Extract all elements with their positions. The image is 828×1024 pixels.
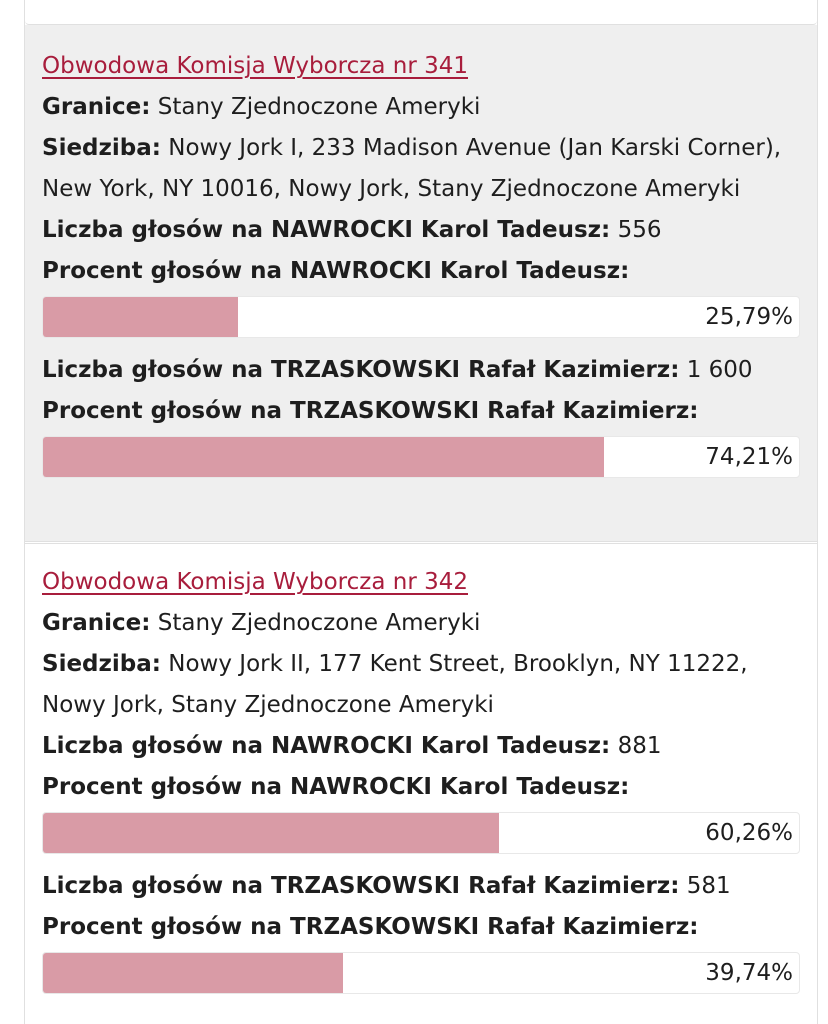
vote-count-row [42, 210, 800, 251]
granice-value: Stany Zjednoczone Ameryki [157, 610, 481, 636]
vote-percent-bar [42, 436, 800, 478]
vote-percent-bar [42, 812, 800, 854]
granice-label: Granice: [42, 94, 151, 120]
vote-count-label: Liczba głosów na NAWROCKI Karol Tadeusz: [42, 217, 611, 243]
vote-percent-label: Procent głosów na NAWROCKI Karol Tadeusz: [42, 258, 630, 284]
siedziba-row [42, 128, 800, 210]
siedziba-label: Siedziba: [42, 651, 161, 677]
vote-percent-label: Procent głosów na NAWROCKI Karol Tadeusz: [42, 774, 630, 800]
vote-percent-bar-fill [43, 813, 499, 853]
vote-percent-value: 74,21% [705, 444, 793, 470]
vote-count-value: 1 600 [686, 357, 753, 383]
siedziba-row [42, 644, 800, 726]
vote-count-value: 556 [617, 217, 662, 243]
committee-title-link[interactable]: Obwodowa Komisja Wyborcza nr 341 [42, 53, 468, 79]
vote-percent-bar [42, 952, 800, 994]
granice-value: Stany Zjednoczone Ameryki [157, 94, 481, 120]
granice-row [42, 87, 800, 128]
vote-count-row [42, 350, 800, 391]
vote-count-label: Liczba głosów na TRZASKOWSKI Rafał Kazimierz: [42, 873, 680, 899]
vote-percent-value: 60,26% [705, 820, 793, 846]
vote-percent-value: 39,74% [705, 960, 793, 986]
siedziba-label: Siedziba: [42, 135, 161, 161]
vote-percent-bar-fill [43, 437, 604, 477]
vote-percent-value: 25,79% [705, 304, 793, 330]
committee-card [25, 543, 817, 1024]
vote-percent-label: Procent głosów na TRZASKOWSKI Rafał Kazimierz: [42, 398, 699, 424]
previous-card-end [25, 0, 817, 25]
vote-percent-bar-fill [43, 297, 238, 337]
vote-count-row [42, 726, 800, 767]
vote-count-row [42, 866, 800, 907]
vote-percent-label: Procent głosów na TRZASKOWSKI Rafał Kazimierz: [42, 914, 699, 940]
siedziba-value: Nowy Jork II, 177 Kent Street, Brooklyn, NY 11222, Nowy Jork, Stany Zjednoczone Ameryki [42, 651, 748, 718]
granice-label: Granice: [42, 610, 151, 636]
vote-count-value: 581 [686, 873, 731, 899]
vote-percent-bar-fill [43, 953, 343, 993]
siedziba-value: Nowy Jork I, 233 Madison Avenue (Jan Karski Corner), New York, NY 10016, Nowy Jork, Stany Zjednoczone Ameryki [42, 135, 782, 202]
vote-percent-bar [42, 296, 800, 338]
vote-count-value: 881 [617, 733, 662, 759]
committee-title-link[interactable]: Obwodowa Komisja Wyborcza nr 342 [42, 569, 468, 595]
vote-count-label: Liczba głosów na NAWROCKI Karol Tadeusz: [42, 733, 611, 759]
granice-row [42, 603, 800, 644]
vote-count-label: Liczba głosów na TRZASKOWSKI Rafał Kazimierz: [42, 357, 680, 383]
committee-card [25, 25, 817, 542]
